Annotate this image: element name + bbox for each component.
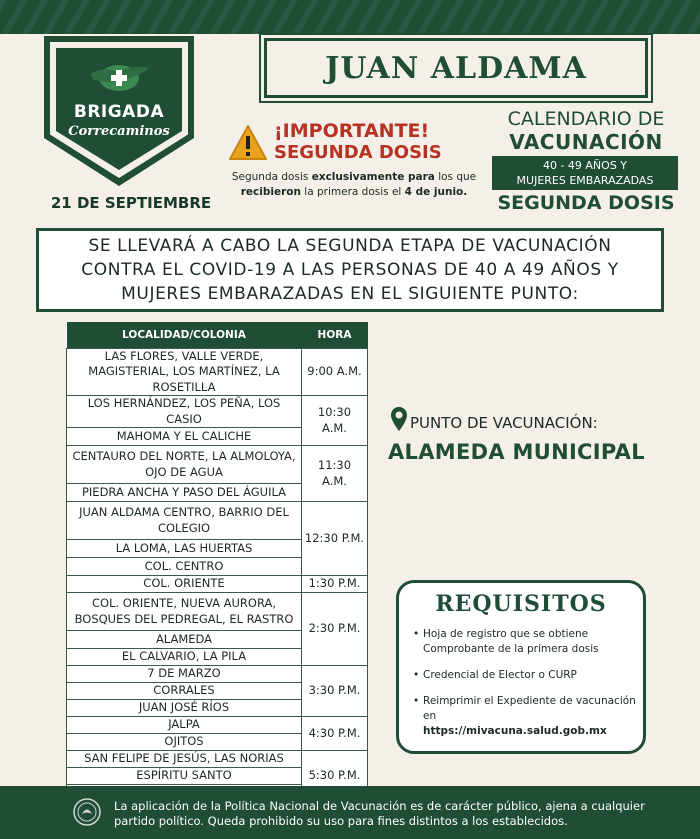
time-cell: 12:30 P.M. <box>302 502 368 576</box>
footer <box>0 786 700 839</box>
header-locality: LOCALIDAD/COLONIA <box>67 322 302 348</box>
time-cell: 4:30 P.M. <box>302 717 368 751</box>
locality-cell: ALAMEDA <box>67 631 302 649</box>
note-bold: 4 de junio. <box>404 186 468 198</box>
calendar-title: CALENDARIO DE <box>507 108 665 130</box>
locality-cell: MAHOMA Y EL CALICHE <box>67 428 302 446</box>
calendar-box-line1: 40 - 49 AÑOS Y <box>542 159 628 172</box>
table-row <box>67 751 368 768</box>
vaccination-point-name: ALAMEDA MUNICIPAL <box>388 440 645 464</box>
time-cell: 10:30 A.M. <box>302 396 368 446</box>
locality-cell: CORRALES <box>67 683 302 700</box>
table-row <box>67 502 368 540</box>
time-cell: 11:30 A.M. <box>302 446 368 502</box>
requirement-item <box>413 694 639 739</box>
locality-cell: LA LOMA, LAS HUERTAS <box>67 540 302 558</box>
locality-cell: ESPÍRITU SANTO <box>67 768 302 785</box>
municipality-title-box <box>264 38 648 98</box>
table-header <box>67 322 368 348</box>
requirements-box <box>396 580 646 754</box>
requirements-title: REQUISITOS <box>435 591 607 617</box>
decorative-top-band <box>0 0 700 34</box>
table-row <box>67 593 368 631</box>
announcement-box <box>36 228 664 312</box>
calendar-age-box <box>492 156 678 190</box>
requirement-text: Comprobante de la primera dosis <box>423 643 599 655</box>
note-text: la primera dosis el <box>300 186 405 198</box>
requirements-list <box>413 627 639 750</box>
time-cell: 9:00 A.M. <box>302 348 368 396</box>
locality-cell: SAN FELIPE DE JESÚS, LAS NORIAS <box>67 751 302 768</box>
time-cell: 5:30 P.M. <box>302 751 368 802</box>
municipality-title: JUAN ALDAMA <box>325 50 587 86</box>
locality-cell: 7 DE MARZO <box>67 666 302 683</box>
table-row <box>67 396 368 428</box>
time-cell: 3:30 P.M. <box>302 666 368 717</box>
bird-logo-icon <box>84 56 154 100</box>
calendar-box-line2: MUJERES EMBARAZADAS <box>516 174 654 187</box>
calendar-title-bold: VACUNACIÓN <box>509 130 663 154</box>
vaccination-point-label: PUNTO DE VACUNACIÓN: <box>410 414 598 432</box>
requirement-item <box>413 668 639 683</box>
locality-cell: JALPA <box>67 717 302 734</box>
requirement-url[interactable]: https://mivacuna.salud.gob.mx <box>423 725 607 737</box>
locality-cell: CENTAURO DEL NORTE, LA ALMOLOYA, OJO DE AGUA <box>67 446 302 484</box>
header-time: HORA <box>302 322 368 348</box>
badge-title: BRIGADA <box>73 102 165 122</box>
locality-cell: LAS FLORES, VALLE VERDE, MAGISTERIAL, LOS MARTÍNEZ, LA ROSETILLA <box>67 348 302 396</box>
brigada-badge <box>44 36 194 186</box>
note-text: Segunda dosis <box>231 171 312 183</box>
footer-disclaimer: La aplicación de la Política Nacional de Vacunación es de carácter público, ajena a cualquier partido político. Queda prohibido su uso para fines distintos a los establecidos. <box>114 799 645 828</box>
requirement-text: • Hoja de registro que se obtiene <box>423 628 589 640</box>
locality-cell: JUAN JOSÉ RÍOS <box>67 700 302 717</box>
important-heading <box>274 120 442 164</box>
table-row <box>67 446 368 484</box>
locality-cell: COL. CENTRO <box>67 558 302 576</box>
locality-cell: OJITOS <box>67 734 302 751</box>
locality-cell: EL CALVARIO, LA PILA <box>67 649 302 666</box>
important-note <box>226 170 482 200</box>
badge-subtitle: Correcaminos <box>68 124 170 139</box>
important-line2: SEGUNDA DOSIS <box>274 142 442 163</box>
important-line1: ¡IMPORTANTE! <box>274 120 430 142</box>
table-row <box>67 666 368 683</box>
table-row <box>67 717 368 734</box>
requirement-text: • Credencial de Elector o CURP <box>423 669 577 681</box>
announcement-text: SE LLEVARÁ A CABO LA SEGUNDA ETAPA DE VACUNACIÓN CONTRA EL COVID-19 A LAS PERSONAS DE 40 A 49 AÑOS Y MUJERES EMBARAZADAS EN EL SIGUIENTE PUNTO: <box>81 236 619 304</box>
locality-cell: PIEDRA ANCHA Y PASO DEL ÁGUILA <box>67 484 302 502</box>
note-bold: exclusivamente para <box>311 171 435 183</box>
requirement-text: • Reimprimir el Expediente de vacunación en <box>423 695 636 722</box>
table-row <box>67 348 368 396</box>
locality-cell: COL. ORIENTE, NUEVA AURORA, BOSQUES DEL PEDREGAL, EL RASTRO <box>67 593 302 631</box>
event-date: 21 DE SEPTIEMBRE <box>50 194 212 212</box>
calendar-dose: SEGUNDA DOSIS <box>497 192 675 214</box>
table-row <box>67 576 368 593</box>
note-bold: recibieron <box>240 186 301 198</box>
locality-cell: JUAN ALDAMA CENTRO, BARRIO DEL COLEGIO <box>67 502 302 540</box>
locality-cell: LOS HERNÁNDEZ, LOS PEÑA, LOS CASIO <box>67 396 302 428</box>
seal-icon <box>72 797 102 827</box>
warning-icon <box>228 124 268 162</box>
note-text: los que <box>434 171 477 183</box>
requirement-item <box>413 627 639 657</box>
time-cell: 2:30 P.M. <box>302 593 368 666</box>
locality-cell: COL. ORIENTE <box>67 576 302 593</box>
schedule-table <box>66 322 368 802</box>
location-pin-icon <box>390 406 408 432</box>
time-cell: 1:30 P.M. <box>302 576 368 593</box>
